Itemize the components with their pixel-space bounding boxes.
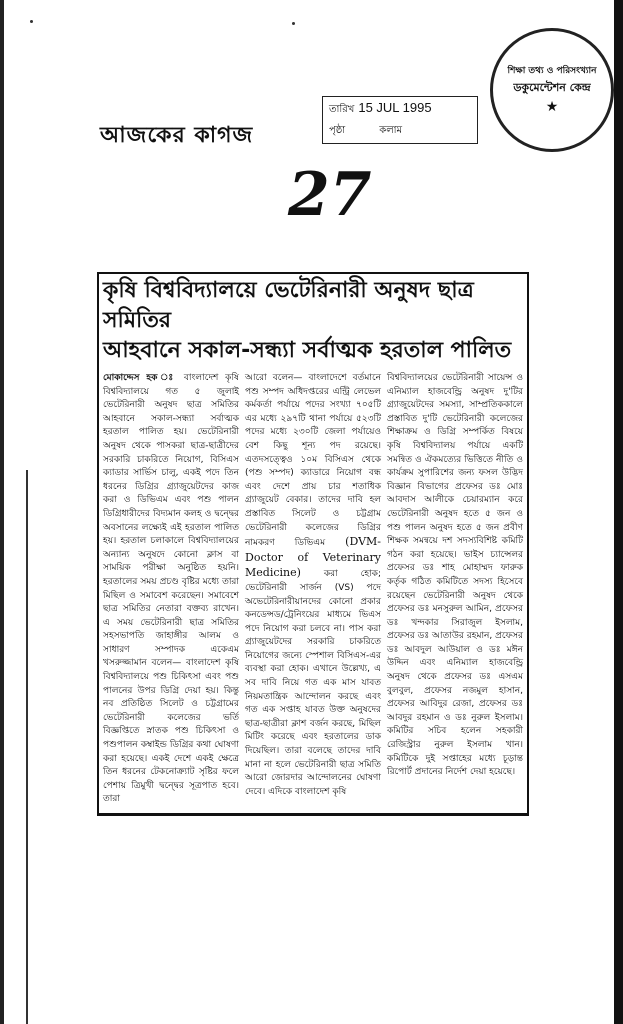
date-stamp [322, 96, 478, 144]
documentation-center-seal [490, 28, 614, 152]
headline-line-1: কৃষি বিশ্ববিদ্যালয়ে ভেটেরিনারী অনুষদ ছাত্র সমিতির [103, 278, 474, 333]
column-label: কলাম [379, 125, 403, 136]
article-column-2 [245, 372, 381, 799]
news-clipping [97, 272, 529, 816]
date-value: 15 JUL 1995 [358, 100, 432, 115]
column-2-text-b: করা হোক; ভেটেরিনারী সার্জন (VS) পদে অভেটেরিনারীয়ানদের কোনো প্রকার কনডেন্সড/ট্রেনিংয়ের মাধ্যমে ভিএস পদে নিয়োগ করা চলবে না। পাস করা গ্র্যাজুয়েটদের সরকারি চাকরিতে নিয়োগের জন্যে স্পেশাল বিসিএস-এর ব্যবস্থা করা হোক। এখানে উল্লেখ্য, এ সব দাবি নিয়ে গত এক মাস যাবত নিয়মতান্ত্রিক আন্দোলন করছে এবং গত এক সপ্তাহ যাবত উক্ত অনুষদের ছাত্র-ছাত্রীরা ক্লাশ বর্জন করছে, মিছিল মিটিং করেছে এবং হরতালের ডাক দিয়েছিল। তারা বলেছে তাদের দাবি মানা না হলে ভেটেরিনারী ছাত্র সমিতি আরো জোরদার আন্দোলনের ঘোষণা দেবে। এদিকে বাংলাদেশ কৃষি [245, 569, 381, 797]
scan-edge-left [0, 0, 4, 1024]
scan-speck [30, 20, 33, 23]
column-2-text-a: আরো বলেন— বাংলাদেশে বর্তমানে পশু সম্পদ অধিদপ্তরের এন্ট্রি লেভেল কর্মকর্তা পর্যায়ে পদের সংখ্যা ৭০৫টি এর মধ্যে ২৯৭টি থানা পর্যায়ে ৫২৩টি পদের মধ্যে ২৩০টি জেলা পর্যায়েও বেশ কিছু শূন্য পদ রয়েছে। এতদসত্ত্বেও ১০ম বিসিএস থেকে (পশু সম্পদ) ক্যাডারে নিয়োগ বন্ধ এবং দেশে প্রায় চার শতাধিক গ্র্যাজুয়েট বেকার। তাদের দাবি হল প্রস্তাবিত সিলেট ও চট্টগ্রাম ভেটেরিনারী কলেজের ডিগ্রির নামকরণ ডিভিএম [245, 373, 381, 549]
scan-speck [292, 22, 295, 25]
newspaper-masthead: আজকের কাগজ [100, 123, 254, 148]
page-label: পৃষ্ঠা [329, 125, 346, 136]
handwritten-page-number: 27 [288, 160, 372, 230]
byline: মোকাদ্দেস হক ঃ [103, 373, 178, 383]
date-label: তারিখ [329, 104, 355, 115]
column-1-text: বাংলাদেশ কৃষি বিশ্ববিদ্যালয়ে গত ৫ জুলাই ভেটেরিনারী অনুষদ ছাত্র সমিতির আহবানে সকাল-সন্ধ্যা সর্বাত্মক হরতাল পালিত হয়। ভেটেরিনারী অনুষদ থেকে পাসকরা ছাত্র-ছাত্রীদের সরকারি চাকরিতে নিয়োগ, বিসিএস ক্যাডার সার্ভিস চালু, একই পদে তিন ধরনের ডিগ্রির গ্র্যাজুয়েটদের কাজ করা ও ডিভিএম এবং পশু পালন ডিগ্রিধারীদের বিদ্যমান কলহ ও দ্বন্দ্বের অবসানের লক্ষ্যেই এই হরতাল পালিত হয়। হরতাল চলাকালে বিশ্ববিদ্যালয়ের অন্যান্য অনুষদে কোনো ক্লাস বা সাময়িক পরীক্ষা অনুষ্ঠিত হয়নি। হরতালের সময় প্রচণ্ড বৃষ্টির মধ্যে তারা মিছিল ও সমাবেশ করেছেন। সমাবেশে ছাত্র সমিতির নেতারা বক্তব্য রাখেন। এ সময় ভেটেরিনারী ছাত্র সমিতির সহসভাপতি জাহাঙ্গীর আলম ও সাধারণ সম্পাদক একেএম খসরুজ্জামান বলেন— বাংলাদেশ কৃষি বিশ্ববিদ্যালয়ে পশু চিকিৎসা এবং পশু পালনের উপর ডিগ্রি দেয়া হয়। কিন্তু নব প্রতিষ্ঠিত সিলেট ও চট্টগ্রামের ভেটেরিনারী কলেজের ভর্তি বিজ্ঞপ্তিতে স্নাতক পশু চিকিৎসা ও পশুপালন কম্বাইন্ড ডিগ্রির কথা ঘোষণা করা হয়েছে। একই দেশে একই ক্ষেত্রে তিন ধরনের টেকনোক্র্যাট সৃষ্টির ফলে পেশায় ত্রিমুখী দ্বন্দ্বের সূত্রপাত হবে। তারা [103, 373, 239, 805]
seal-outer-text: শিক্ষা তথ্য ও পরিসংখ্যান [507, 66, 597, 76]
article-headline [103, 276, 523, 366]
scan-edge-line [26, 470, 28, 1024]
column-2-latin-text: (DVM- Doctor of Veterinary Medicine) [245, 535, 381, 580]
seal-inner-text: ডকুমেন্টেশন কেন্দ্র [513, 81, 591, 94]
article-column-1 [103, 372, 239, 807]
page-row [329, 123, 471, 140]
headline-line-2: আহবানে সকাল-সন্ধ্যা সর্বাত্মক হরতাল পালিত [103, 338, 512, 363]
column-3-text: বিশ্ববিদ্যালয়ের ভেটেরিনারী সায়েন্স ও এনিম্যাল হাজবেন্ড্রি অনুষদ দু'টির গ্র্যাজুয়েটদের সমস্যা, সাম্প্রতিককালে প্রস্তাবিত দু'টি ভেটেরিনারী কলেজের শিক্ষাক্রম ও ডিগ্রি সম্পর্কিত বিষয়ে কৃষি বিশ্ববিদ্যালয় পর্যায়ে একটি সমন্বিত ও ঐকমত্যের ভিত্তিতে নীতি ও কার্যক্রম সুপারিশের জন্য ফসল উদ্ভিদ বিজ্ঞান বিভাগের প্রফেসর ডঃ মোঃ আবদাস আলীকে চেয়ারম্যান করে ভেটেরিনারী অনুষদ হতে ৫ জন ও পশু পালন অনুষদ হতে ৫ জন প্রবীণ শিক্ষক সমন্বয়ে দশ সদস্যবিশিষ্ট কমিটি গঠন করা হয়েছে। ভাইস চ্যান্সেলর প্রফেসর ডঃ শাহ মোহাম্মদ ফারুক কর্তৃক গঠিত কমিটিতে সদস্য হিসেবে রয়েছেন ভেটেরিনারী অনুষদ থেকে প্রফেসর ডঃ মনসুরুল আমিন, প্রফেসর ডঃ খন্দকার সিরাজুল ইসলাম, প্রফেসর ডঃ আতাউর রহমান, প্রফেসর ডঃ আবদুল আউয়াল ও ডঃ মঈন উদ্দিন এবং এনিম্যাল হাজবেন্ড্রি অনুষদ থেকে প্রফেসর ডঃ এসএম বুলবুল, প্রফেসর নজমুল হাসান, প্রফেসর আবিদুর রেজা, প্রফেসর ডঃ আবদুর রহমান ও ডঃ নুরুল ইসলাম। কমিটির সচিব হলেন সহকারী রেজিস্ট্রার নুরুল ইসলাম খান। কমিটিকে দুই সপ্তাহের মধ্যে চূড়ান্ত রিপোর্ট প্রদানের নির্দেশ দেয়া হয়েছে। [387, 373, 523, 778]
article-body [103, 372, 523, 807]
article-column-3 [387, 372, 523, 780]
star-icon: ★ [545, 99, 559, 115]
date-row [329, 100, 471, 119]
scan-edge-right [614, 0, 623, 1024]
